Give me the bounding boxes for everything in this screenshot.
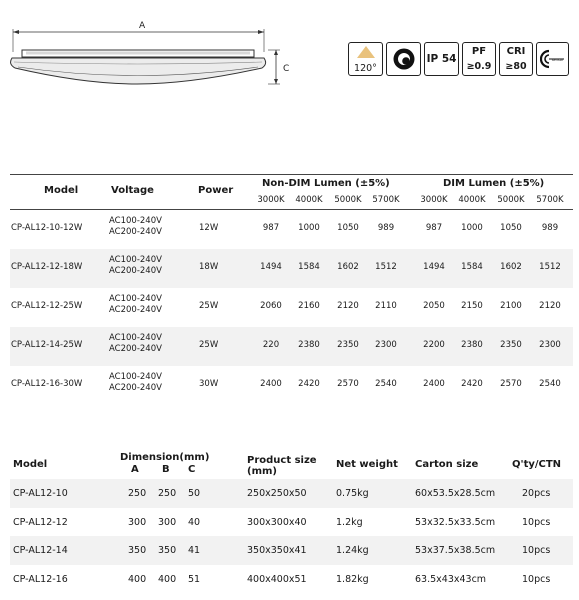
- dimension-c-label: C: [283, 64, 290, 74]
- product-size-cell: 400x400x51: [247, 573, 307, 585]
- voltage-cell: AC200-240V: [109, 344, 162, 354]
- dim-col-header-net-weight: Net weight: [336, 459, 398, 470]
- voltage-cell: AC100-240V: [109, 372, 162, 382]
- dimmer-knob-icon: [392, 47, 416, 71]
- power-cell: 30W: [199, 379, 219, 389]
- voltage-cell: AC200-240V: [109, 266, 162, 276]
- product-size-cell: 300x300x40: [247, 516, 307, 528]
- net-weight-cell: 1.82kg: [336, 573, 369, 585]
- dim-lumen-cell: 1050: [500, 223, 522, 233]
- nondim-lumen-cell: 1000: [298, 223, 320, 233]
- model-cell: CP-AL12-10-12W: [11, 223, 83, 233]
- power-cell: 18W: [199, 262, 219, 272]
- cct-header: 3000K: [257, 195, 285, 205]
- dim-lumen-cell: 2100: [500, 301, 522, 311]
- beam-angle-icon: [357, 46, 375, 58]
- nondim-lumen-cell: 2570: [337, 379, 359, 389]
- dim-col-header-qty: Q'ty/CTN: [512, 459, 562, 470]
- cri-label: CRI: [506, 46, 526, 57]
- power-cell: 25W: [199, 340, 219, 350]
- dim-lumen-cell: 2380: [461, 340, 483, 350]
- dimension-c-cell: 40: [188, 516, 201, 528]
- cct-header: 4000K: [458, 195, 486, 205]
- cri-value: ≥80: [505, 61, 527, 72]
- pf-value: ≥0.9: [466, 61, 492, 72]
- dimension-a-cell: 250: [128, 488, 147, 499]
- nondim-lumen-cell: 2420: [298, 379, 320, 389]
- model-cell: CP-AL12-16-30W: [11, 379, 83, 389]
- dimension-a-cell: 350: [128, 545, 147, 556]
- dim-lumen-cell: 2540: [539, 379, 561, 389]
- dimension-a-cell: 400: [128, 573, 147, 585]
- nondim-lumen-cell: 2380: [298, 340, 320, 350]
- sensor-badge: [536, 42, 569, 76]
- voltage-cell: AC200-240V: [109, 383, 162, 393]
- carton-size-cell: 60x53.5x28.5cm: [415, 488, 496, 499]
- dim-lumen-cell: 2150: [461, 301, 483, 311]
- cct-header: 5700K: [372, 195, 400, 205]
- product-size-cell: 350x350x41: [247, 545, 307, 556]
- carton-size-cell: 53x37.5x38.5cm: [415, 545, 496, 556]
- nondim-lumen-cell: 1512: [375, 262, 397, 272]
- beam-angle-badge: [348, 42, 383, 76]
- nondim-lumen-cell: 2350: [337, 340, 359, 350]
- cct-header: 3000K: [420, 195, 448, 205]
- ip-rating-badge: [424, 42, 459, 76]
- dimension-c-cell: 41: [188, 545, 201, 556]
- dimension-b-cell: 300: [158, 516, 177, 528]
- product-side-view-drawing: [0, 0, 300, 100]
- col-header-power: Power: [198, 185, 234, 196]
- nondim-lumen-cell: 1602: [337, 262, 359, 272]
- qty-cell: 20pcs: [522, 488, 551, 499]
- dim-model-cell: CP-AL12-12: [13, 516, 68, 528]
- pf-label: PF: [471, 46, 487, 57]
- dim-lumen-cell: 2050: [423, 301, 445, 311]
- feature-icons: [348, 42, 570, 78]
- nondim-lumen-cell: 2120: [337, 301, 359, 311]
- sensor-text: sensor: [551, 58, 564, 62]
- nondim-lumen-cell: 989: [377, 223, 395, 233]
- dim-lumen-cell: 2300: [539, 340, 561, 350]
- dimension-b-cell: 250: [158, 488, 177, 499]
- dim-lumen-cell: 2420: [461, 379, 483, 389]
- net-weight-cell: 1.24kg: [336, 545, 369, 556]
- nondim-lumen-cell: 987: [262, 223, 280, 233]
- dimension-b-cell: 400: [158, 573, 177, 585]
- dimension-b-cell: 350: [158, 545, 177, 556]
- dim-lumen-cell: 1000: [461, 223, 483, 233]
- nondim-lumen-cell: 2540: [375, 379, 397, 389]
- nondim-lumen-cell: 2110: [375, 301, 397, 311]
- cct-header: 5000K: [334, 195, 362, 205]
- dim-col-header-a: A: [131, 464, 139, 475]
- qty-cell: 10pcs: [522, 573, 551, 585]
- carton-size-cell: 63.5x43x43cm: [415, 573, 487, 585]
- col-header-dim-lumen: DIM Lumen (±5%): [443, 178, 545, 189]
- dimension-a-cell: 300: [128, 516, 147, 528]
- dim-lumen-cell: 2570: [500, 379, 522, 389]
- nondim-lumen-cell: 2060: [260, 301, 282, 311]
- nondim-lumen-cell: 2400: [260, 379, 282, 389]
- voltage-cell: AC100-240V: [109, 333, 162, 343]
- net-weight-cell: 1.2kg: [336, 516, 363, 528]
- power-factor-badge: [462, 42, 496, 76]
- col-header-nondim-lumen: Non-DIM Lumen (±5%): [262, 178, 390, 189]
- model-cell: CP-AL12-14-25W: [11, 340, 83, 350]
- power-cell: 12W: [199, 223, 219, 233]
- net-weight-cell: 0.75kg: [336, 488, 369, 499]
- dim-model-cell: CP-AL12-14: [13, 545, 68, 556]
- dim-lumen-cell: 989: [541, 223, 559, 233]
- dim-col-header-dimension: Dimension(mm): [120, 452, 210, 463]
- dim-col-header-b: B: [162, 464, 170, 475]
- carton-size-cell: 53x32.5x33.5cm: [415, 516, 496, 528]
- dim-lumen-cell: 987: [425, 223, 443, 233]
- voltage-cell: AC100-240V: [109, 216, 162, 226]
- dimension-c-cell: 51: [188, 573, 201, 585]
- dim-model-cell: CP-AL12-16: [13, 573, 68, 585]
- qty-cell: 10pcs: [522, 516, 551, 528]
- dim-lumen-cell: 2120: [539, 301, 561, 311]
- col-header-model: Model: [44, 185, 79, 196]
- voltage-cell: AC100-240V: [109, 255, 162, 265]
- dim-col-header-model: Model: [13, 459, 48, 470]
- col-header-voltage: Voltage: [111, 185, 154, 196]
- dim-col-header-product-size: Product size: [247, 455, 317, 466]
- dim-lumen-cell: 1512: [539, 262, 561, 272]
- beam-angle-value: 120°: [354, 63, 377, 74]
- dim-lumen-cell: 1584: [461, 262, 483, 272]
- dim-col-header-carton-size: Carton size: [415, 459, 479, 470]
- nondim-lumen-cell: 220: [262, 340, 280, 350]
- product-size-cell: 250x250x50: [247, 488, 307, 499]
- qty-cell: 10pcs: [522, 545, 551, 556]
- dim-col-header-product-size-unit: (mm): [247, 466, 277, 477]
- voltage-cell: AC200-240V: [109, 305, 162, 315]
- dim-lumen-cell: 1494: [423, 262, 445, 272]
- nondim-lumen-cell: 2300: [375, 340, 397, 350]
- model-cell: CP-AL12-12-18W: [11, 262, 83, 272]
- dimension-a-label: A: [139, 21, 146, 31]
- cri-badge: [499, 42, 533, 76]
- voltage-cell: AC100-240V: [109, 294, 162, 304]
- nondim-lumen-cell: 1494: [260, 262, 282, 272]
- cct-header: 5700K: [536, 195, 564, 205]
- cct-header: 4000K: [295, 195, 323, 205]
- dim-model-cell: CP-AL12-10: [13, 488, 68, 499]
- dimension-c-cell: 50: [188, 488, 201, 499]
- power-cell: 25W: [199, 301, 219, 311]
- model-cell: CP-AL12-12-25W: [11, 301, 83, 311]
- nondim-lumen-cell: 1050: [337, 223, 359, 233]
- dim-col-header-c: C: [188, 464, 196, 475]
- voltage-cell: AC200-240V: [109, 227, 162, 237]
- dimmable-badge: [386, 42, 421, 76]
- cct-header: 5000K: [497, 195, 525, 205]
- dim-lumen-cell: 1602: [500, 262, 522, 272]
- nondim-lumen-cell: 2160: [298, 301, 320, 311]
- dim-lumen-cell: 2200: [423, 340, 445, 350]
- dim-lumen-cell: 2350: [500, 340, 522, 350]
- dim-lumen-cell: 2400: [423, 379, 445, 389]
- ip-rating-value: IP 54: [426, 53, 457, 65]
- nondim-lumen-cell: 1584: [298, 262, 320, 272]
